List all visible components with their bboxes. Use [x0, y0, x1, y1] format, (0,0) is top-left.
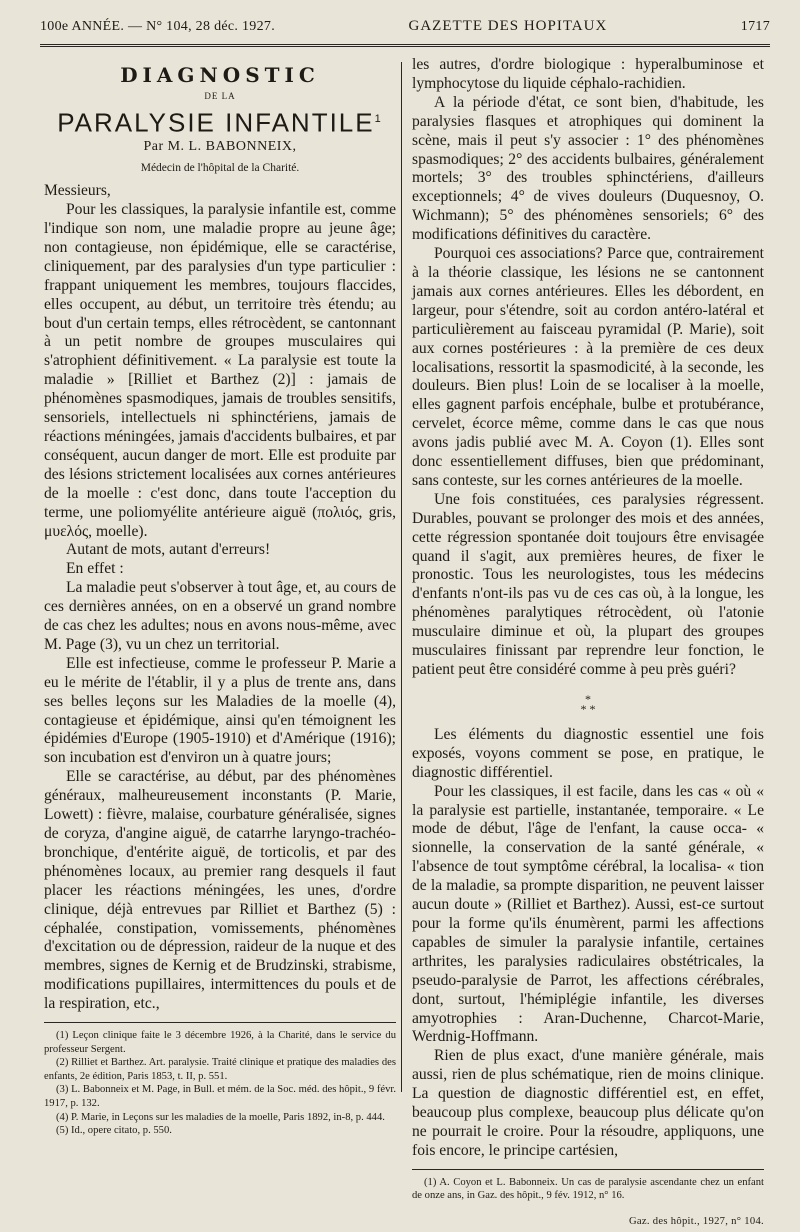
left-column: [44, 56, 396, 1138]
issue-line: 100e ANNÉE. — N° 104, 28 déc. 1927.: [40, 19, 276, 34]
paragraph: La maladie peut s'observer à tout âge, et, au cours de ces dernières années, on en a observé un grand nombre de cas chez les adultes; nous en avons nous-même, avec M. Page (3), vu un chez un territorial.: [44, 579, 396, 653]
page-number: 1717: [740, 19, 770, 34]
footnote: (5) Id., opere citato, p. 550.: [56, 1125, 172, 1137]
paragraph: Elle se caractérise, au début, par des phénomènes généraux, malheureusement inconstants (P. Marie, Lowett) : fièvre, malaise, courbature généralisée, signes de coryza, d'angine aiguë, de catarrhe laryngo-trachéo-bronchique, d'entérite aiguë, de torticolis, et par des phénomènes locaux, au premier rang desquels il faut placer les réactions méningées, les unes, d'ordre clinique, déjà entrevues par Rilliet et Barthez (5) : céphalée, constipation, vomissements, phénomènes d'excitation ou de dépression, raideur de la nuque et des membres, signes de Kernig et de Brudzinski, strabisme, modifications pupillaires, intermittences du pouls et de la respiration, etc.,: [44, 768, 396, 1013]
footnote: (3) L. Babonneix et M. Page, in Bull. et mém. de la Soc. méd. des hôpit., 9 févr. 1917, p. 132.: [44, 1084, 396, 1110]
author-byline: Par M. L. BABONNEIX,: [143, 139, 297, 155]
paragraph: Une fois constituées, ces paralysies régressent. Durables, pouvant se prolonger des mois et des années, cette régression spontanée doit toujours être envisagée quand il s'agit, aux premières heures, de fixer le pronostic. Tous les neurologistes, tous les médecins d'enfants n'ont-ils pas vu de ces cas où, à la longue, les phénomènes paralytiques rétrocèdent, où l'atonie musculaire diminue et où, la plupart des groupes musculaires finissant par reprendre leur fonction, le patient peut être considéré comme à peu près guéri?: [412, 490, 764, 678]
article-title-text: PARALYSIE INFANTILE: [57, 107, 375, 138]
paragraph: Les éléments du diagnostic essentiel une fois exposés, voyons comment se pose, en pratique, le diagnostic différentiel.: [412, 725, 764, 781]
footnote-rule: [412, 1169, 764, 1170]
footnote-rule: [44, 1022, 396, 1023]
article-de-la: DE LA: [204, 90, 236, 101]
salutation: Messieurs,: [44, 182, 111, 200]
author-affiliation: Médecin de l'hôpital de la Charité.: [140, 162, 300, 175]
article-kicker: DIAGNOSTIC: [120, 63, 320, 87]
running-head: [40, 18, 770, 40]
paragraph: les autres, d'ordre biologique : hyperalbuminose et lymphocytose du liquide céphalo-rachidien.: [412, 56, 764, 92]
paragraph: Elle est infectieuse, comme le professeur P. Marie a eu le mérite de l'établir, il y a plus de trente ans, dans ses belles leçons sur les Maladies de la moelle (4), contagieuse et épidémique, ainsi qu'en témoignent les épidémies d'Europe (1905-1910) et d'Amérique (1916); son incubation est d'environ un à quatre jours;: [44, 654, 396, 767]
article-body: [40, 56, 770, 1227]
section-separator: * * *: [580, 691, 596, 716]
column-divider: [401, 62, 402, 1092]
header-rule: [40, 44, 770, 47]
paragraph: En effet :: [66, 560, 124, 578]
footnote: (4) P. Marie, in Leçons sur les maladies de la moelle, Paris 1892, in-8, p. 444.: [56, 1111, 385, 1123]
article-title: [44, 107, 396, 138]
paragraph: Pour les classiques, la paralysie infantile est, comme l'indique son nom, une maladie propre au jeune âge; non contagieuse, non épidémique, elle se caractérise, cliniquement, par des paralysies d'un type particulier : frappant uniquement les membres, toujours flaccides, elles occupent, au début, un territoire très étendu; au bout d'un certain temps, elles rétrocèdent, se cantonnant à un petit nombre de groupes musculaires qui s'atrophient définitivement. « La paralysie est toute la maladie » [Rilliet et Barthez (2)] : jamais de phénomènes spasmodiques, jamais de troubles sensitifs, sensoriels, intellectuels ni sphinctériens, jamais de réactions méningées, jamais d'accidents bulbaires, et par conséquent, aucun danger de mort. Elle est produite par des lésions strictement localisées aux cornes antérieures de la moelle : c'est donc, dans toute l'acception du terme, une poliomyélite antérieure aiguë (πολιός, gris, μυελός, moelle).: [44, 201, 396, 540]
paragraph: Pourquoi ces associations? Parce que, contrairement à la théorie classique, les lésions ne se cantonnent jamais aux cornes antérieures. Elles les débordent, en largeur, pour s'étendre, soit au cordon antéro-latéral et particulièrement au faisceau pyramidal (P. Marie), soit aux cornes postérieures : à la première de ces deux localisations, ressortit la spasmodicité, à la seconde, les douleurs. Bien plus! Loin de se localiser à la moelle, elles gagnent parfois encéphale, bulbe et protubérance, cervelet, écorce même, comme dans le cas que nous avons jadis publié avec M. A. Coyon (1). Elles sont donc essentiellement diffuses, bien que prédominant, sans conteste, sur les cornes antérieures de la moelle.: [412, 245, 764, 489]
source-signature: Gaz. des hôpit., 1927, n° 104.: [628, 1215, 764, 1227]
title-footnote-marker: 1: [374, 112, 383, 125]
paragraph: Pour les classiques, il est facile, dans les cas « où « la paralysie est partielle, instantanée, temporaire. « Le mode de début, l'âge de l'enfant, la cause occa- « sionnelle, la conservation de la santé générale, « l'absence de tout symptôme cérébral, la localisa- « tion de la maladie, sa prompte disparition, ne peuvent laisser aucun doute » (Rilliet et Barthez). Aussi, est-ce surtout pour la forme qu'ils énumèrent, parmi les affections capables de simuler la paralysie infantile, certaines arthrites, les paralysies radiculaires obstétricales, la pseudo-paralysie de Parrot, les affections cérébrales, dont, surtout, l'hémiplégie infantile, les diverses amyotrophies : Aran-Duchenne, Charcot-Marie, Werdnig-Hoffmann.: [412, 782, 764, 1046]
paragraph: Autant de mots, autant d'erreurs!: [66, 541, 271, 559]
paragraph: A la période d'état, ce sont bien, d'habitude, les paralysies flasques et atrophiques qui dominent la scène, mais il peut s'y associer : 1° des phénomènes spasmodiques; 2° des accidents bulbaires, généralement mortels; 3° des troubles sphinctériens, d'ailleurs exceptionnels; 4° de vives douleurs (Duquesnoy, O. Wichmann); 5° des phénomènes sensoriels; 6° des modifications définitives du caractère.: [412, 93, 764, 244]
footnote: (2) Rilliet et Barthez. Art. paralysie. Traité clinique et pratique des maladies des enfants, 2e édition, Paris 1853, t. II, p. 551.: [44, 1057, 396, 1082]
journal-name: GAZETTE DES HOPITAUX: [408, 18, 608, 34]
footnote: (1) A. Coyon et L. Babonneix. Un cas de paralysie ascendante chez un enfant de onze ans, in Gaz. des hôpit., 9 fév. 1912, n° 16.: [412, 1176, 764, 1202]
footnote: (1) Leçon clinique faite le 3 décembre 1926, à la Charité, dans le service du professeur Sergent.: [44, 1030, 396, 1055]
paragraph: Rien de plus exact, d'une manière générale, mais aussi, rien de plus schématique, rien de moins clinique. La question de diagnostic différentiel est, en effet, beaucoup plus complexe, beaucoup plus délicate qu'on ne pourrait le croire. Pour la résoudre, appliquons, une fois encore, le principe cartésien,: [412, 1047, 764, 1159]
title-block: [44, 63, 396, 178]
right-column: [412, 56, 764, 1232]
